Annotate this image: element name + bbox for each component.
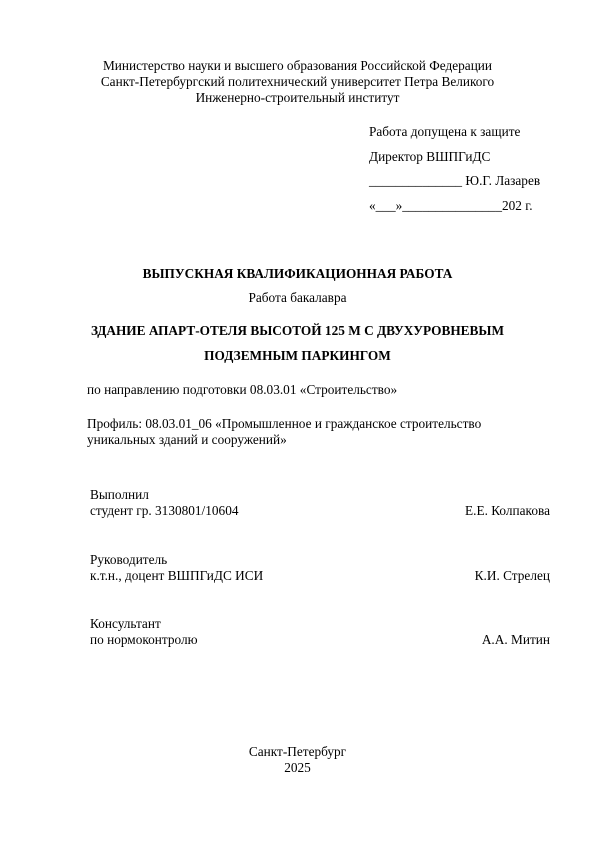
profile-line-1: Профиль: 08.03.01_06 «Промышленное и гражданское строительство — [87, 416, 482, 431]
consultant-block — [90, 616, 550, 648]
supervisor-role: Руководитель — [90, 552, 168, 567]
university-name: Санкт-Петербургский политехнический университет Петра Великого — [100, 74, 495, 89]
consultant-name: А.А. Митин — [481, 632, 550, 647]
ministry-name: Министерство науки и высшего образования Российской Федерации — [102, 58, 493, 73]
supervisor-name: К.И. Стрелец — [474, 568, 550, 583]
performer-detail: студент гр. 3130801/10604 — [90, 503, 239, 518]
direction-text: по направлению подготовки 08.03.01 «Строительство» — [87, 382, 398, 397]
approval-date: «___»_______________202 г. — [369, 197, 533, 213]
topic-block — [0, 318, 595, 368]
supervisor-block — [90, 552, 550, 584]
work-kind: Работа бакалавра — [248, 290, 347, 305]
footer-city: Санкт-Петербург — [248, 744, 347, 759]
footer-block — [0, 744, 595, 776]
footer-year: 2025 — [284, 760, 311, 775]
approval-admitted: Работа допущена к защите — [369, 124, 521, 139]
supervisor-detail: к.т.н., доцент ВШПГиДС ИСИ — [90, 568, 264, 583]
consultant-role: Консультант — [90, 616, 161, 631]
header-block — [0, 58, 595, 106]
approval-director: Директор ВШПГиДС — [369, 148, 491, 164]
topic-line-2: ПОДЗЕМНЫМ ПАРКИНГОМ — [204, 348, 391, 363]
work-type-block — [0, 266, 595, 282]
profile-block — [87, 416, 547, 448]
work-kind-block — [0, 290, 595, 306]
institute-name: Инженерно-строительный институт — [195, 90, 400, 105]
approval-signature: ______________ Ю.Г. Лазарев — [369, 173, 541, 188]
performer-role: Выполнил — [90, 487, 149, 502]
work-type: ВЫПУСКНАЯ КВАЛИФИКАЦИОННАЯ РАБОТА — [142, 266, 453, 281]
performer-name: Е.Е. Колпакова — [465, 503, 550, 518]
approval-block — [369, 120, 569, 218]
profile-line-2: уникальных зданий и сооружений» — [87, 432, 287, 447]
direction-block — [87, 382, 547, 398]
performer-block — [90, 487, 550, 519]
consultant-detail: по нормоконтролю — [90, 632, 198, 647]
topic-line-1: ЗДАНИЕ АПАРТ-ОТЕЛЯ ВЫСОТОЙ 125 М С ДВУХУРОВНЕВЫМ — [90, 323, 505, 338]
